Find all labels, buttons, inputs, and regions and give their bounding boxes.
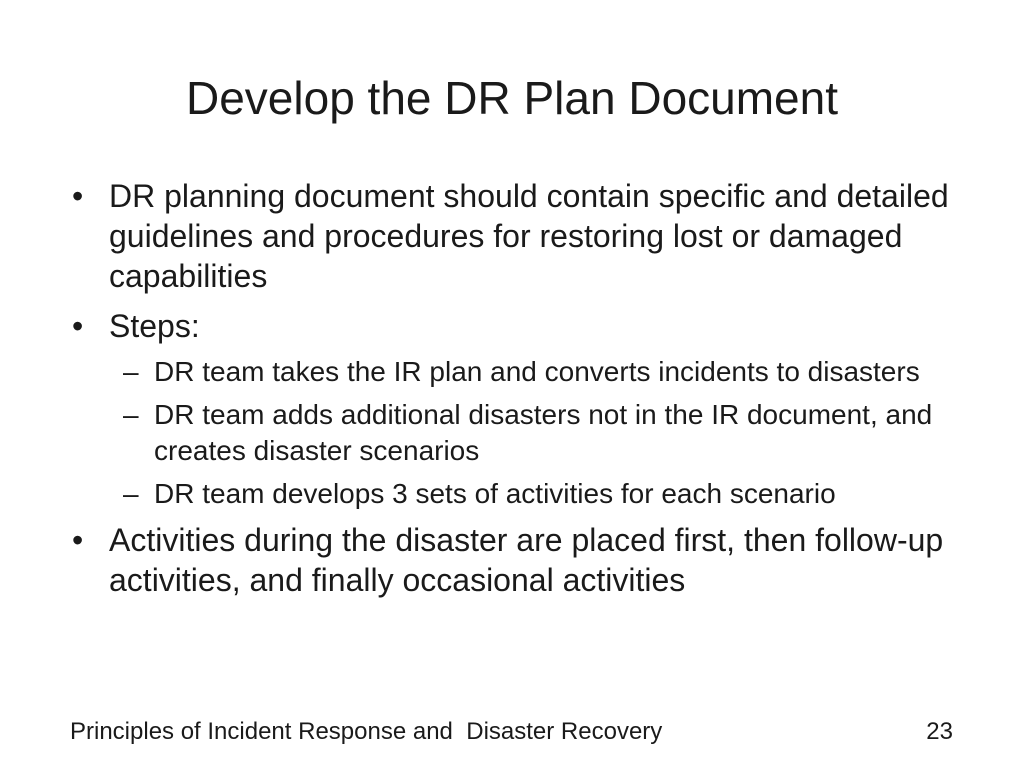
- sub-bullet-item: [72, 354, 972, 390]
- sub-bullet-marker: –: [123, 399, 139, 430]
- sub-bullet-text: DR team develops 3 sets of activities for each scenario: [154, 478, 836, 509]
- footer-course-title: Principles of Incident Response and Disaster Recovery: [70, 718, 663, 745]
- bullet-marker: •: [72, 522, 84, 558]
- bullet-item: [72, 520, 972, 600]
- sub-bullet-marker: –: [123, 478, 139, 509]
- sub-bullet-item: [72, 476, 972, 512]
- sub-bullet-text: DR team adds additional disasters not in the IR document, and creates disaster scenarios: [154, 399, 933, 466]
- sub-bullet-marker: –: [123, 356, 139, 387]
- sub-bullet-text: DR team takes the IR plan and converts incidents to disasters: [154, 356, 920, 387]
- slide-body: [72, 176, 972, 610]
- sub-bullet-item: [72, 397, 972, 469]
- bullet-marker: •: [72, 308, 84, 344]
- footer-page-number: 23: [926, 718, 953, 745]
- bullet-text: DR planning document should contain specific and detailed guidelines and procedures for restoring lost or damaged capabilities: [109, 178, 949, 294]
- bullet-text: Activities during the disaster are placed first, then follow-up activities, and finally occasional activities: [109, 522, 944, 598]
- bullet-text: Steps:: [109, 308, 200, 344]
- sub-bullet-list: [72, 354, 972, 512]
- bullet-item: [72, 176, 972, 296]
- slide-title: Develop the DR Plan Document: [186, 72, 838, 124]
- bullet-item: [72, 306, 972, 346]
- bullet-marker: •: [72, 178, 84, 214]
